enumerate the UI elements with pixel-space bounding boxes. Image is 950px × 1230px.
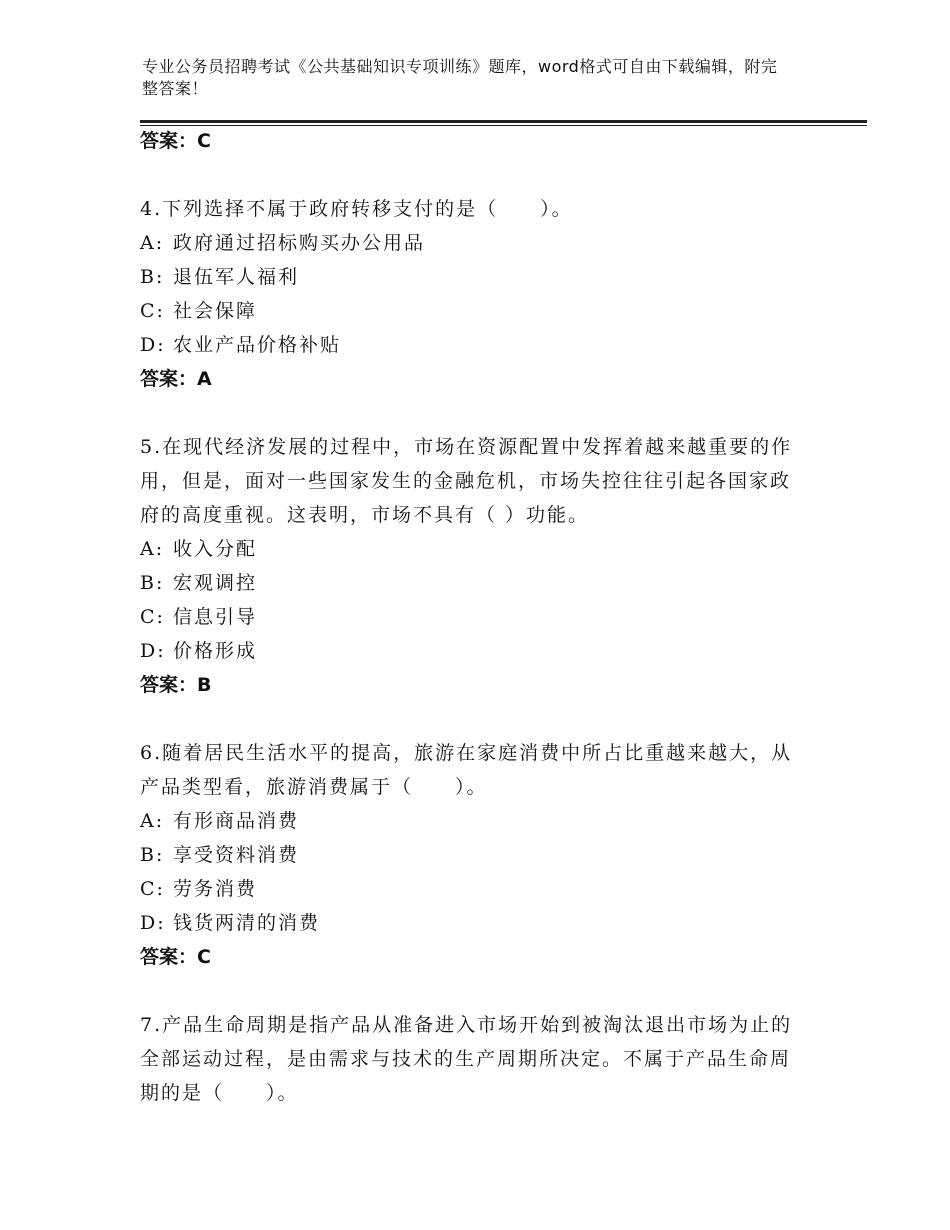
option-letter: D: [140, 640, 166, 662]
question-6 [140, 736, 805, 974]
option-c [140, 294, 805, 328]
question-stem: 5.在现代经济发展的过程中，市场在资源配置中发挥着越来越重要的作用，但是，面对一些国家发生的金融危机，市场失控往往引起各国家政府的高度重视。这表明，市场不具有（ ）功能。 [140, 436, 793, 526]
option-text: 收入分配 [173, 538, 258, 560]
option-letter: D: [140, 334, 166, 356]
option-letter: D: [140, 912, 166, 934]
question-stem: 4.下列选择不属于政府转移支付的是（ ）。 [140, 198, 573, 220]
answer-line: 答案：C [140, 946, 211, 968]
option-letter: A: [140, 810, 165, 832]
question-7 [140, 1008, 805, 1110]
answer-line: 答案：C [140, 130, 211, 152]
question-stem: 6.随着居民生活水平的提高，旅游在家庭消费中所占比重越来越大，从产品类型看，旅游消费属于（ ）。 [140, 742, 793, 798]
option-d [140, 634, 805, 668]
option-b [140, 838, 805, 872]
option-text: 政府通过招标购买办公用品 [173, 232, 426, 254]
option-text: 宏观调控 [173, 572, 258, 594]
option-c [140, 872, 805, 906]
option-a [140, 804, 805, 838]
option-d [140, 906, 805, 940]
option-letter: B: [140, 266, 165, 288]
option-letter: A: [140, 538, 165, 560]
option-letter: A: [140, 232, 165, 254]
option-c [140, 600, 805, 634]
option-text: 信息引导 [173, 606, 258, 628]
question-4 [140, 192, 805, 396]
question-5 [140, 430, 805, 702]
question-list [140, 124, 805, 1110]
option-text: 社会保障 [173, 300, 258, 322]
question-stem: 7.产品生命周期是指产品从准备进入市场开始到被淘汰退出市场为止的全部运动过程，是由需求与技术的生产周期所决定。不属于产品生命周期的是（ ）。 [140, 1014, 793, 1104]
header-rule-thick [140, 120, 867, 123]
option-letter: C: [140, 300, 165, 322]
option-text: 有形商品消费 [173, 810, 300, 832]
option-letter: B: [140, 844, 165, 866]
option-letter: C: [140, 606, 165, 628]
answer-line: 答案：B [140, 674, 212, 696]
option-text: 农业产品价格补贴 [173, 334, 342, 356]
option-text: 钱货两清的消费 [173, 912, 321, 934]
page-header [142, 56, 792, 100]
option-a [140, 226, 805, 260]
option-text: 劳务消费 [173, 878, 258, 900]
option-d [140, 328, 805, 362]
option-letter: B: [140, 572, 165, 594]
option-b [140, 566, 805, 600]
option-text: 价格形成 [173, 640, 258, 662]
option-letter: C: [140, 878, 165, 900]
header-text: 专业公务员招聘考试《公共基础知识专项训练》题库，word格式可自由下载编辑，附完整答案！ [142, 57, 778, 98]
option-text: 退伍军人福利 [173, 266, 300, 288]
answer-line: 答案：A [140, 368, 212, 390]
option-a [140, 532, 805, 566]
option-b [140, 260, 805, 294]
option-text: 享受资料消费 [173, 844, 300, 866]
